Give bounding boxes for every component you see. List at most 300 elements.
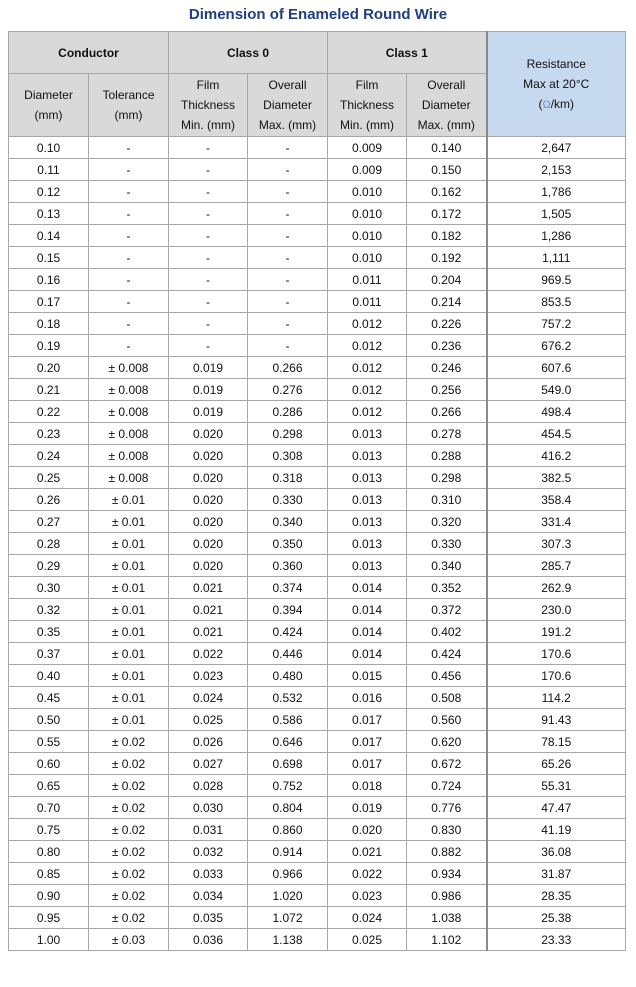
diameter-cell: 0.40: [9, 665, 89, 687]
diameter-cell: 0.25: [9, 467, 89, 489]
class1-overall-cell: 0.278: [407, 423, 487, 445]
class1-overall-cell: 0.236: [407, 335, 487, 357]
resistance-unit: (Ω/km): [488, 94, 626, 115]
table-row: [9, 907, 626, 929]
resistance-cell: 969.5: [487, 269, 626, 291]
class0-film-cell: 0.020: [169, 423, 248, 445]
class0-film-cell: 0.033: [169, 863, 248, 885]
class0-film-cell: 0.021: [169, 599, 248, 621]
resistance-cell: 230.0: [487, 599, 626, 621]
class0-film-cell: -: [169, 225, 248, 247]
class1-film-cell: 0.013: [328, 533, 407, 555]
class1-film-cell: 0.020: [328, 819, 407, 841]
table-row: [9, 159, 626, 181]
class1-overall-cell: 0.424: [407, 643, 487, 665]
tolerance-header: Tolerance (mm): [89, 74, 169, 137]
tolerance-cell: ± 0.01: [89, 687, 169, 709]
class0-film-cell: 0.036: [169, 929, 248, 951]
class0-overall-cell: 0.752: [248, 775, 328, 797]
class1-overall-cell: 0.352: [407, 577, 487, 599]
class0-film-cell: 0.035: [169, 907, 248, 929]
table-row: [9, 885, 626, 907]
diameter-cell: 0.90: [9, 885, 89, 907]
class0-overall-cell: -: [248, 159, 328, 181]
table-row: [9, 291, 626, 313]
class1-film-cell: 0.014: [328, 643, 407, 665]
table-row: [9, 555, 626, 577]
class1-film-cell: 0.010: [328, 247, 407, 269]
class1-film-cell: 0.014: [328, 621, 407, 643]
table-row: [9, 511, 626, 533]
tolerance-cell: ± 0.02: [89, 731, 169, 753]
class0-film-cell: 0.031: [169, 819, 248, 841]
class0-film-cell: -: [169, 313, 248, 335]
class1-overall-cell: 0.830: [407, 819, 487, 841]
diameter-cell: 0.85: [9, 863, 89, 885]
class0-overall-cell: 0.804: [248, 797, 328, 819]
diameter-cell: 0.13: [9, 203, 89, 225]
tolerance-cell: ± 0.02: [89, 885, 169, 907]
table-row: [9, 401, 626, 423]
resistance-cell: 307.3: [487, 533, 626, 555]
class1-film-cell: 0.021: [328, 841, 407, 863]
class1-overall-cell: 0.266: [407, 401, 487, 423]
table-row: [9, 687, 626, 709]
class1-film-cell: 0.013: [328, 445, 407, 467]
table-row: [9, 665, 626, 687]
ohm-icon: Ω: [542, 98, 551, 111]
tolerance-cell: ± 0.008: [89, 467, 169, 489]
class1-film-thickness-header: Film Thickness Min. (mm): [328, 74, 407, 137]
class1-film-cell: 0.013: [328, 423, 407, 445]
class0-overall-cell: 0.330: [248, 489, 328, 511]
class0-film-cell: -: [169, 247, 248, 269]
class1-film-cell: 0.012: [328, 335, 407, 357]
class0-film-cell: 0.021: [169, 577, 248, 599]
class0-overall-cell: 0.586: [248, 709, 328, 731]
class1-overall-cell: 0.934: [407, 863, 487, 885]
class1-overall-cell: 0.298: [407, 467, 487, 489]
wire-dimension-table: [8, 31, 626, 951]
class0-overall-cell: 0.698: [248, 753, 328, 775]
class0-film-cell: 0.019: [169, 357, 248, 379]
resistance-cell: 285.7: [487, 555, 626, 577]
class1-film-cell: 0.016: [328, 687, 407, 709]
tolerance-cell: ± 0.008: [89, 379, 169, 401]
class1-film-cell: 0.009: [328, 159, 407, 181]
class1-overall-cell: 0.508: [407, 687, 487, 709]
class0-overall-cell: 0.276: [248, 379, 328, 401]
resistance-cell: 757.2: [487, 313, 626, 335]
class0-film-cell: 0.027: [169, 753, 248, 775]
table-row: [9, 181, 626, 203]
resistance-cell: 2,153: [487, 159, 626, 181]
class1-overall-cell: 0.320: [407, 511, 487, 533]
class1-overall-cell: 0.986: [407, 885, 487, 907]
table-row: [9, 335, 626, 357]
resistance-cell: 454.5: [487, 423, 626, 445]
resistance-cell: 78.15: [487, 731, 626, 753]
resistance-cell: 498.4: [487, 401, 626, 423]
class1-overall-cell: 0.882: [407, 841, 487, 863]
class0-film-cell: -: [169, 159, 248, 181]
class0-overall-cell: 1.072: [248, 907, 328, 929]
tolerance-cell: -: [89, 181, 169, 203]
class0-overall-cell: 0.318: [248, 467, 328, 489]
tolerance-cell: ± 0.02: [89, 753, 169, 775]
class1-overall-cell: 0.340: [407, 555, 487, 577]
class0-film-cell: 0.020: [169, 489, 248, 511]
class0-film-cell: 0.022: [169, 643, 248, 665]
class1-film-cell: 0.022: [328, 863, 407, 885]
diameter-header: Diameter (mm): [9, 74, 89, 137]
tolerance-cell: ± 0.02: [89, 841, 169, 863]
table-row: [9, 313, 626, 335]
resistance-cell: 114.2: [487, 687, 626, 709]
class0-film-cell: 0.032: [169, 841, 248, 863]
class1-film-cell: 0.009: [328, 137, 407, 159]
resistance-cell: 191.2: [487, 621, 626, 643]
class0-overall-cell: 0.966: [248, 863, 328, 885]
page-title: Dimension of Enameled Round Wire: [188, 6, 448, 23]
table-body: [9, 137, 626, 951]
class0-film-cell: 0.024: [169, 687, 248, 709]
diameter-cell: 0.65: [9, 775, 89, 797]
diameter-cell: 0.75: [9, 819, 89, 841]
resistance-cell: 1,286: [487, 225, 626, 247]
class1-film-cell: 0.012: [328, 401, 407, 423]
class0-overall-cell: 0.532: [248, 687, 328, 709]
table-row: [9, 137, 626, 159]
class0-film-cell: -: [169, 181, 248, 203]
class0-overall-cell: 0.860: [248, 819, 328, 841]
tolerance-cell: ± 0.03: [89, 929, 169, 951]
class1-film-cell: 0.013: [328, 511, 407, 533]
resistance-cell: 23.33: [487, 929, 626, 951]
tolerance-cell: ± 0.01: [89, 665, 169, 687]
class1-header: Class 1: [328, 32, 487, 74]
class0-film-cell: 0.020: [169, 467, 248, 489]
class1-film-cell: 0.010: [328, 181, 407, 203]
diameter-cell: 0.20: [9, 357, 89, 379]
table-row: [9, 203, 626, 225]
class0-overall-diameter-header: Overall Diameter Max. (mm): [248, 74, 328, 137]
class1-film-cell: 0.011: [328, 269, 407, 291]
class0-overall-cell: 0.480: [248, 665, 328, 687]
class0-film-cell: 0.020: [169, 555, 248, 577]
diameter-cell: 0.37: [9, 643, 89, 665]
table-row: [9, 929, 626, 951]
class1-overall-cell: 0.256: [407, 379, 487, 401]
resistance-cell: 170.6: [487, 665, 626, 687]
diameter-cell: 0.32: [9, 599, 89, 621]
class0-overall-cell: 0.350: [248, 533, 328, 555]
class1-film-cell: 0.023: [328, 885, 407, 907]
class1-overall-diameter-header: Overall Diameter Max. (mm): [407, 74, 487, 137]
table-row: [9, 445, 626, 467]
class0-overall-cell: -: [248, 203, 328, 225]
class1-film-cell: 0.018: [328, 775, 407, 797]
table-row: [9, 775, 626, 797]
class1-film-cell: 0.024: [328, 907, 407, 929]
diameter-cell: 0.26: [9, 489, 89, 511]
tolerance-cell: ± 0.01: [89, 489, 169, 511]
resistance-cell: 91.43: [487, 709, 626, 731]
class1-overall-cell: 0.214: [407, 291, 487, 313]
class1-overall-cell: 0.724: [407, 775, 487, 797]
class0-film-cell: -: [169, 269, 248, 291]
class0-film-cell: 0.028: [169, 775, 248, 797]
diameter-cell: 0.24: [9, 445, 89, 467]
class1-overall-cell: 0.172: [407, 203, 487, 225]
class0-overall-cell: 0.394: [248, 599, 328, 621]
class0-overall-cell: -: [248, 247, 328, 269]
table-row: [9, 819, 626, 841]
class1-film-cell: 0.025: [328, 929, 407, 951]
class1-overall-cell: 0.330: [407, 533, 487, 555]
diameter-cell: 0.10: [9, 137, 89, 159]
tolerance-cell: ± 0.008: [89, 401, 169, 423]
class1-film-cell: 0.014: [328, 599, 407, 621]
tolerance-cell: -: [89, 313, 169, 335]
resistance-condition: Max at 20°C: [523, 76, 590, 91]
table-row: [9, 797, 626, 819]
tolerance-cell: -: [89, 159, 169, 181]
class0-film-cell: 0.019: [169, 401, 248, 423]
class0-overall-cell: 1.138: [248, 929, 328, 951]
class1-overall-cell: 0.402: [407, 621, 487, 643]
class1-film-cell: 0.012: [328, 379, 407, 401]
table-row: [9, 225, 626, 247]
diameter-cell: 0.55: [9, 731, 89, 753]
class1-overall-cell: 0.226: [407, 313, 487, 335]
diameter-cell: 0.21: [9, 379, 89, 401]
class1-overall-cell: 0.620: [407, 731, 487, 753]
table-row: [9, 731, 626, 753]
table-row: [9, 643, 626, 665]
diameter-cell: 0.27: [9, 511, 89, 533]
class0-film-cell: 0.034: [169, 885, 248, 907]
diameter-cell: 0.95: [9, 907, 89, 929]
diameter-cell: 0.28: [9, 533, 89, 555]
class1-film-cell: 0.017: [328, 731, 407, 753]
diameter-cell: 0.29: [9, 555, 89, 577]
class0-overall-cell: 0.646: [248, 731, 328, 753]
resistance-cell: 358.4: [487, 489, 626, 511]
class1-overall-cell: 0.182: [407, 225, 487, 247]
resistance-header: [487, 32, 626, 137]
table-row: [9, 533, 626, 555]
class1-overall-cell: 0.246: [407, 357, 487, 379]
class1-overall-cell: 0.560: [407, 709, 487, 731]
class1-overall-cell: 0.192: [407, 247, 487, 269]
class1-film-cell: 0.019: [328, 797, 407, 819]
class1-overall-cell: 0.204: [407, 269, 487, 291]
table-row: [9, 379, 626, 401]
resistance-cell: 382.5: [487, 467, 626, 489]
class0-overall-cell: 0.374: [248, 577, 328, 599]
class0-overall-cell: 0.266: [248, 357, 328, 379]
tolerance-cell: ± 0.01: [89, 577, 169, 599]
tolerance-cell: ± 0.008: [89, 357, 169, 379]
tolerance-cell: ± 0.01: [89, 599, 169, 621]
class1-overall-cell: 0.140: [407, 137, 487, 159]
class0-film-cell: -: [169, 137, 248, 159]
table-row: [9, 467, 626, 489]
resistance-cell: 853.5: [487, 291, 626, 313]
class1-overall-cell: 0.162: [407, 181, 487, 203]
resistance-cell: 55.31: [487, 775, 626, 797]
class1-overall-cell: 0.372: [407, 599, 487, 621]
tolerance-cell: -: [89, 225, 169, 247]
class1-film-cell: 0.011: [328, 291, 407, 313]
resistance-cell: 31.87: [487, 863, 626, 885]
diameter-cell: 0.45: [9, 687, 89, 709]
tolerance-cell: ± 0.01: [89, 643, 169, 665]
class1-overall-cell: 0.288: [407, 445, 487, 467]
diameter-cell: 0.70: [9, 797, 89, 819]
class0-header: Class 0: [169, 32, 328, 74]
table-row: [9, 489, 626, 511]
class0-overall-cell: -: [248, 137, 328, 159]
class0-overall-cell: 0.446: [248, 643, 328, 665]
table-row: [9, 577, 626, 599]
tolerance-cell: -: [89, 203, 169, 225]
class0-film-cell: -: [169, 291, 248, 313]
table-row: [9, 269, 626, 291]
class1-film-cell: 0.017: [328, 709, 407, 731]
table-row: [9, 841, 626, 863]
class0-overall-cell: 0.308: [248, 445, 328, 467]
diameter-cell: 0.19: [9, 335, 89, 357]
class1-film-cell: 0.012: [328, 313, 407, 335]
class0-overall-cell: -: [248, 181, 328, 203]
class0-film-cell: 0.020: [169, 445, 248, 467]
tolerance-cell: -: [89, 137, 169, 159]
resistance-cell: 47.47: [487, 797, 626, 819]
table-row: [9, 357, 626, 379]
tolerance-cell: ± 0.01: [89, 511, 169, 533]
tolerance-cell: ± 0.02: [89, 819, 169, 841]
class0-film-cell: 0.025: [169, 709, 248, 731]
class1-overall-cell: 0.456: [407, 665, 487, 687]
resistance-cell: 36.08: [487, 841, 626, 863]
resistance-cell: 41.19: [487, 819, 626, 841]
diameter-cell: 0.16: [9, 269, 89, 291]
class0-film-cell: 0.026: [169, 731, 248, 753]
table-row: [9, 247, 626, 269]
tolerance-cell: ± 0.02: [89, 797, 169, 819]
class0-film-cell: 0.021: [169, 621, 248, 643]
class0-overall-cell: -: [248, 313, 328, 335]
diameter-cell: 0.23: [9, 423, 89, 445]
class1-overall-cell: 0.150: [407, 159, 487, 181]
tolerance-cell: -: [89, 247, 169, 269]
class0-film-cell: 0.030: [169, 797, 248, 819]
class0-film-cell: 0.023: [169, 665, 248, 687]
class0-overall-cell: 0.914: [248, 841, 328, 863]
diameter-cell: 0.35: [9, 621, 89, 643]
table-row: [9, 709, 626, 731]
table-row: [9, 599, 626, 621]
class0-film-cell: -: [169, 203, 248, 225]
diameter-cell: 1.00: [9, 929, 89, 951]
diameter-cell: 0.50: [9, 709, 89, 731]
class0-film-cell: 0.019: [169, 379, 248, 401]
diameter-cell: 0.80: [9, 841, 89, 863]
tolerance-cell: ± 0.02: [89, 775, 169, 797]
tolerance-cell: -: [89, 335, 169, 357]
class0-overall-cell: 0.360: [248, 555, 328, 577]
tolerance-cell: ± 0.01: [89, 621, 169, 643]
class0-overall-cell: -: [248, 269, 328, 291]
class0-overall-cell: 0.286: [248, 401, 328, 423]
resistance-cell: 549.0: [487, 379, 626, 401]
resistance-cell: 2,647: [487, 137, 626, 159]
resistance-cell: 676.2: [487, 335, 626, 357]
diameter-cell: 0.18: [9, 313, 89, 335]
diameter-cell: 0.60: [9, 753, 89, 775]
resistance-cell: 28.35: [487, 885, 626, 907]
resistance-cell: 331.4: [487, 511, 626, 533]
class1-film-cell: 0.014: [328, 577, 407, 599]
conductor-header: Conductor: [9, 32, 169, 74]
tolerance-cell: ± 0.008: [89, 423, 169, 445]
class1-overall-cell: 0.672: [407, 753, 487, 775]
table-row: [9, 423, 626, 445]
resistance-cell: 1,505: [487, 203, 626, 225]
class0-overall-cell: 0.340: [248, 511, 328, 533]
class1-overall-cell: 1.102: [407, 929, 487, 951]
class1-film-cell: 0.013: [328, 489, 407, 511]
class1-film-cell: 0.010: [328, 203, 407, 225]
resistance-cell: 170.6: [487, 643, 626, 665]
class0-overall-cell: 0.424: [248, 621, 328, 643]
resistance-cell: 65.26: [487, 753, 626, 775]
tolerance-cell: ± 0.02: [89, 907, 169, 929]
tolerance-cell: ± 0.008: [89, 445, 169, 467]
resistance-label: Resistance: [526, 56, 586, 71]
header-row-groups: [9, 32, 626, 74]
tolerance-cell: ± 0.02: [89, 863, 169, 885]
diameter-cell: 0.11: [9, 159, 89, 181]
table-row: [9, 621, 626, 643]
class0-film-thickness-header: Film Thickness Min. (mm): [169, 74, 248, 137]
tolerance-cell: -: [89, 269, 169, 291]
tolerance-cell: ± 0.01: [89, 533, 169, 555]
class1-overall-cell: 0.776: [407, 797, 487, 819]
tolerance-cell: ± 0.01: [89, 709, 169, 731]
class1-film-cell: 0.013: [328, 467, 407, 489]
class0-overall-cell: 1.020: [248, 885, 328, 907]
resistance-cell: 607.6: [487, 357, 626, 379]
class1-film-cell: 0.015: [328, 665, 407, 687]
class0-overall-cell: -: [248, 291, 328, 313]
class1-film-cell: 0.010: [328, 225, 407, 247]
class0-film-cell: 0.020: [169, 511, 248, 533]
diameter-cell: 0.15: [9, 247, 89, 269]
tolerance-cell: -: [89, 291, 169, 313]
class0-film-cell: 0.020: [169, 533, 248, 555]
resistance-cell: 262.9: [487, 577, 626, 599]
class1-film-cell: 0.012: [328, 357, 407, 379]
resistance-cell: 1,786: [487, 181, 626, 203]
diameter-cell: 0.12: [9, 181, 89, 203]
table-row: [9, 863, 626, 885]
class1-overall-cell: 0.310: [407, 489, 487, 511]
class1-film-cell: 0.017: [328, 753, 407, 775]
diameter-cell: 0.14: [9, 225, 89, 247]
